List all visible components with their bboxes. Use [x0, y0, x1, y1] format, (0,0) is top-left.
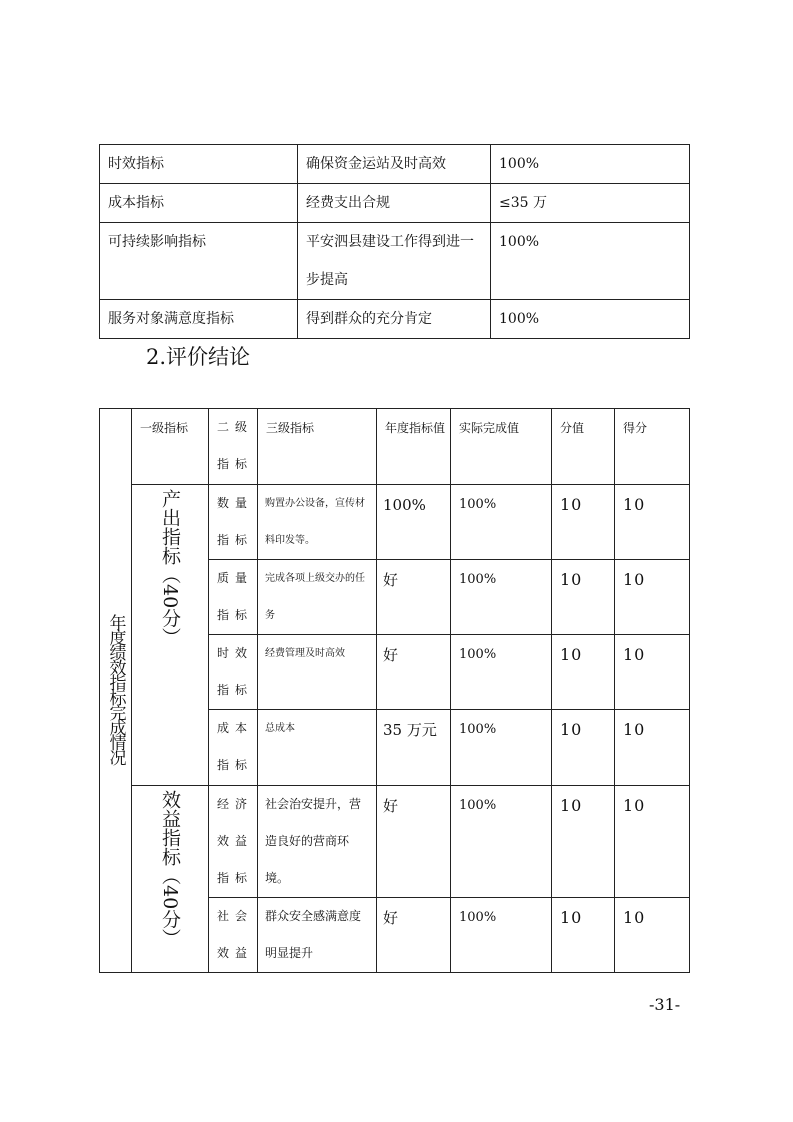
- target-cell: 好: [377, 898, 451, 973]
- weight-cell: 10: [552, 898, 615, 973]
- header-level2: 二 级 指标: [209, 409, 258, 485]
- indicator-summary-table: [99, 144, 690, 339]
- actual-cell: 100%: [451, 898, 552, 973]
- table-row: [100, 786, 690, 898]
- value-cell: 100%: [491, 300, 690, 339]
- level2-cell: 质量指标: [209, 560, 258, 635]
- value-cell: ≤35 万: [491, 184, 690, 223]
- evaluation-table: [99, 408, 690, 973]
- table-row: [100, 145, 690, 184]
- level1-cell: [132, 786, 209, 973]
- table-row: [100, 184, 690, 223]
- level2-cell: 成本指标: [209, 710, 258, 786]
- table-row: [100, 300, 690, 339]
- content-cell: 得到群众的充分肯定: [298, 300, 491, 339]
- level1-text: 效益指标（40分）: [159, 790, 181, 948]
- content-cell: 经费支出合规: [298, 184, 491, 223]
- actual-cell: 100%: [451, 635, 552, 710]
- table-row: [100, 223, 690, 300]
- level2-cell: 时效指标: [209, 635, 258, 710]
- row-header-text: 年度绩效指标完成情况: [105, 613, 126, 764]
- target-cell: 好: [377, 635, 451, 710]
- level3-cell: 购置办公设备，宣传材料印发等。: [258, 485, 377, 560]
- level2-cell: 社会效益: [209, 898, 258, 973]
- score-cell: 10: [615, 786, 690, 898]
- level3-cell: 社会治安提升，营造良好的营商环境。: [258, 786, 377, 898]
- weight-cell: 10: [552, 560, 615, 635]
- indicator-cell: 成本指标: [100, 184, 298, 223]
- level1-cell: [132, 485, 209, 786]
- score-cell: 10: [615, 710, 690, 786]
- value-cell: 100%: [491, 223, 690, 300]
- level3-cell: 经费管理及时高效: [258, 635, 377, 710]
- level3-cell: 完成各项上级交办的任务: [258, 560, 377, 635]
- actual-cell: 100%: [451, 485, 552, 560]
- actual-cell: 100%: [451, 786, 552, 898]
- score-cell: 10: [615, 898, 690, 973]
- row-header-cell: [100, 409, 132, 973]
- indicator-cell: 可持续影响指标: [100, 223, 298, 300]
- header-score: 得分: [615, 409, 690, 485]
- level2-cell: 经济效益指标: [209, 786, 258, 898]
- score-cell: 10: [615, 485, 690, 560]
- level2-cell: 数量指标: [209, 485, 258, 560]
- weight-cell: 10: [552, 485, 615, 560]
- header-actual: 实际完成值: [451, 409, 552, 485]
- weight-cell: 10: [552, 635, 615, 710]
- target-cell: 100%: [377, 485, 451, 560]
- header-level3: 三级指标: [258, 409, 377, 485]
- header-annual-target: 年度指标值: [377, 409, 451, 485]
- table-row: [100, 485, 690, 560]
- header-row: [100, 409, 690, 485]
- content-cell: 确保资金运站及时高效: [298, 145, 491, 184]
- actual-cell: 100%: [451, 560, 552, 635]
- actual-cell: 100%: [451, 710, 552, 786]
- score-cell: 10: [615, 560, 690, 635]
- content-cell: 平安泗县建设工作得到进一步提高: [298, 223, 491, 300]
- target-cell: 好: [377, 560, 451, 635]
- page-number: -31-: [649, 995, 681, 1014]
- indicator-cell: 时效指标: [100, 145, 298, 184]
- score-cell: 10: [615, 635, 690, 710]
- target-cell: 35 万元: [377, 710, 451, 786]
- indicator-cell: 服务对象满意度指标: [100, 300, 298, 339]
- section-heading: 2.评价结论: [146, 345, 251, 369]
- header-weight: 分值: [552, 409, 615, 485]
- weight-cell: 10: [552, 710, 615, 786]
- level3-cell: 总成本: [258, 710, 377, 786]
- level1-text: 产出指标（40分）: [159, 489, 181, 647]
- weight-cell: 10: [552, 786, 615, 898]
- target-cell: 好: [377, 786, 451, 898]
- value-cell: 100%: [491, 145, 690, 184]
- level3-cell: 群众安全感满意度明显提升: [258, 898, 377, 973]
- header-level1: 一级指标: [132, 409, 209, 485]
